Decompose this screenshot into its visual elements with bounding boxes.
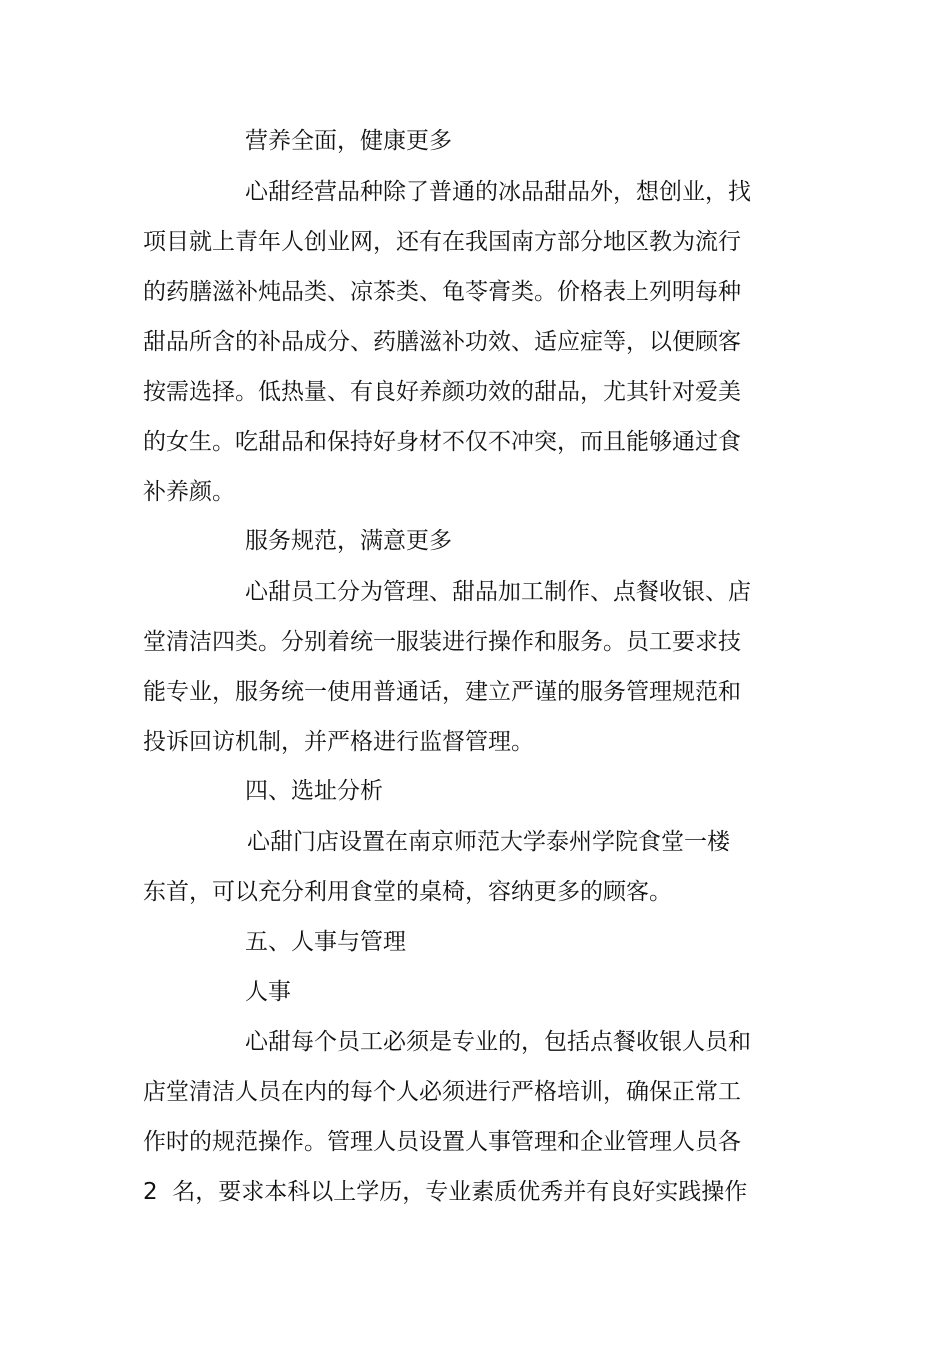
section-heading: 人事 <box>245 979 291 1005</box>
paragraph-line: 项目就上青年人创业网，还有在我国南方部分地区教为流行 <box>143 229 741 255</box>
paragraph-line: 的女生。吃甜品和保持好身材不仅不冲突，而且能够通过食 <box>143 429 741 455</box>
paragraph-line: 东首，可以充分利用食堂的桌椅，容纳更多的顾客。 <box>143 879 672 905</box>
paragraph-line: 心甜经营品种除了普通的冰品甜品外，想创业，找 <box>245 179 751 205</box>
paragraph-line: 的药膳滋补炖品类、凉茶类、龟苓膏类。价格表上列明每种 <box>143 279 741 305</box>
paragraph-line: 甜品所含的补品成分、药膳滋补功效、适应症等，以便顾客 <box>143 329 741 355</box>
paragraph-line: 心甜门店设置在南京师范大学泰州学院食堂一楼 <box>247 829 730 855</box>
paragraph-line: 心甜每个员工必须是专业的，包括点餐收银人员和 <box>245 1029 751 1055</box>
section-heading: 五、人事与管理 <box>245 929 406 955</box>
section-heading: 服务规范，满意更多 <box>245 528 452 554</box>
section-heading: 四、选址分析 <box>245 778 383 804</box>
paragraph-line: 心甜员工分为管理、甜品加工制作、点餐收银、店 <box>245 579 751 605</box>
paragraph-line: 店堂清洁人员在内的每个人必须进行严格培训，确保正常工 <box>143 1079 741 1105</box>
paragraph-line: 作时的规范操作。管理人员设置人事管理和企业管理人员各 <box>143 1129 741 1155</box>
paragraph-line: 堂清洁四类。分别着统一服装进行操作和服务。员工要求技 <box>143 629 741 655</box>
paragraph-line: 投诉回访机制，并严格进行监督管理。 <box>143 729 534 755</box>
paragraph-line: 补养颜。 <box>143 479 235 505</box>
paragraph-line: 能专业，服务统一使用普通话，建立严谨的服务管理规范和 <box>143 679 741 705</box>
paragraph-line: 按需选择。低热量、有良好养颜功效的甜品，尤其针对爱美 <box>143 379 741 405</box>
section-heading: 营养全面，健康更多 <box>245 128 452 154</box>
paragraph-line: 2 名，要求本科以上学历，专业素质优秀并有良好实践操作 <box>143 1179 748 1205</box>
